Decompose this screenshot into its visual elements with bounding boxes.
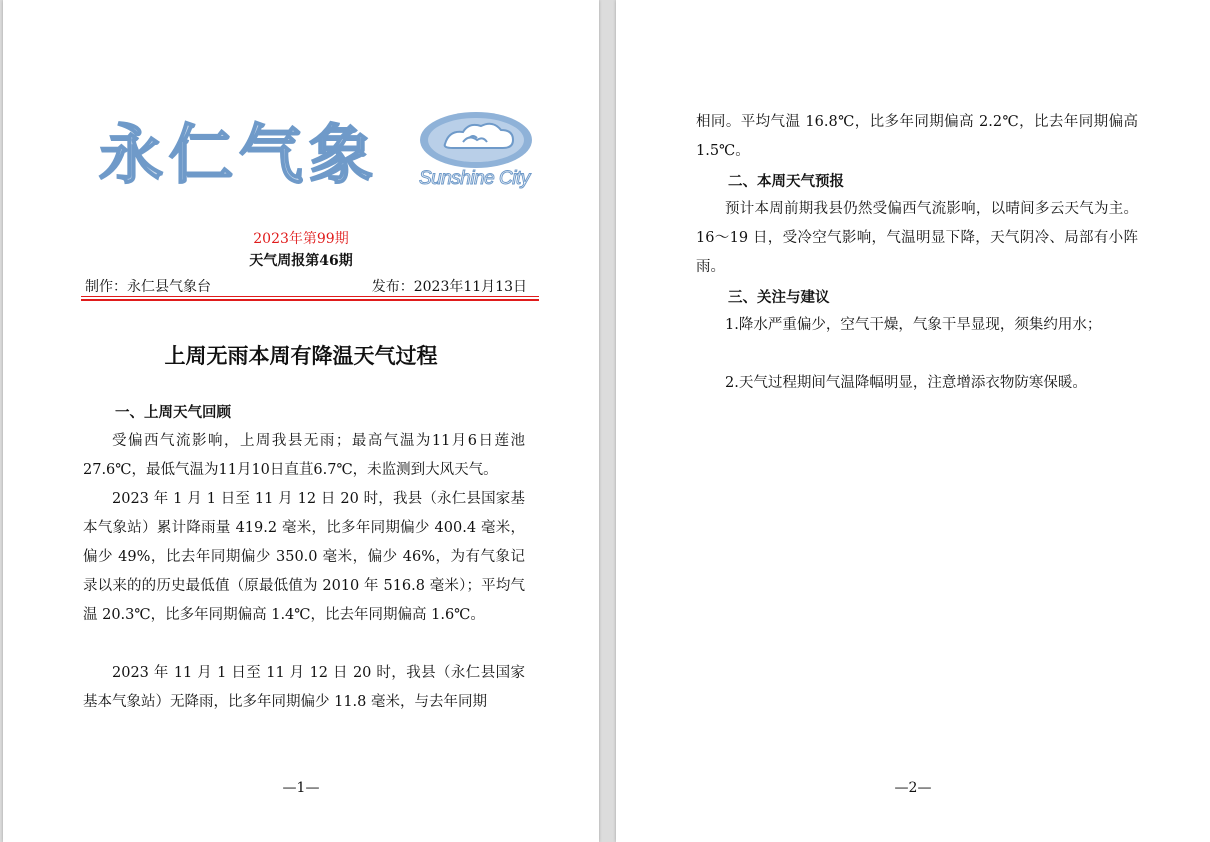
logo-english-text: Sunshine City <box>419 168 530 189</box>
section-heading-advice: 三、关注与建议 <box>728 290 830 306</box>
paragraph-review-summary: 受偏西气流影响，上周我县无雨；最高气温为11月6日莲池27.6℃，最低气温为11月10日直苴6.7℃，未监测到大风天气。 <box>83 433 525 478</box>
section-heading-review: 一、上周天气回顾 <box>115 405 231 421</box>
red-divider <box>81 299 539 301</box>
logo-text: 永仁气象 <box>99 119 379 193</box>
issue-number: 2023年第99期 <box>253 231 349 247</box>
page-number: —2— <box>894 780 932 796</box>
header-meta-row <box>81 276 539 297</box>
release-date-text: 发布：2023年11月13日 <box>371 279 527 295</box>
advice-item-1: 1.降水严重偏少，空气干燥，气象干旱显现，须集约用水； <box>725 317 1102 333</box>
paragraph-continued: 相同。平均气温 16.8℃，比多年同期偏高 2.2℃，比去年同期偏高 1.5℃。 <box>696 114 1138 159</box>
weekly-issue-number: 天气周报第46期 <box>249 253 353 269</box>
paragraph-forecast: 预计本周前期我县仍然受偏西气流影响，以晴间多云天气为主。16～19 日，受冷空气影响，气温明显下降，天气阴冷、局部有小阵雨。 <box>696 201 1138 275</box>
document-title: 上周无雨本周有降温天气过程 <box>164 344 438 368</box>
yongren-weather-logo <box>99 108 544 200</box>
document-page-2 <box>616 0 1210 842</box>
document-page-1 <box>3 0 599 842</box>
paragraph-november-stats: 2023 年 11 月 1 日至 11 月 12 日 20 时，我县（永仁县国家基本气象站）无降雨，比多年同期偏少 11.8 毫米，与去年同期 <box>83 665 525 710</box>
section-heading-forecast: 二、本周天气预报 <box>728 174 844 190</box>
producer-text: 制作：永仁县气象台 <box>85 279 211 295</box>
paragraph-annual-stats: 2023 年 1 月 1 日至 11 月 12 日 20 时，我县（永仁县国家基本气象站）累计降雨量 419.2 毫米，比多年同期偏少 400.4 毫米，偏少 49%，比去年同期偏少 350.0 毫米，偏少 46%，为有气象记录以来的的历史最低值（原最低值为 2010 年 516.8 毫米）；平均气温 20.3℃，比多年同期偏高 1.4℃，比去年同期偏高 1.6℃。 <box>83 491 525 623</box>
page-number: —1— <box>282 780 320 796</box>
advice-item-2: 2.天气过程期间气温降幅明显，注意增添衣物防寒保暖。 <box>725 375 1087 391</box>
